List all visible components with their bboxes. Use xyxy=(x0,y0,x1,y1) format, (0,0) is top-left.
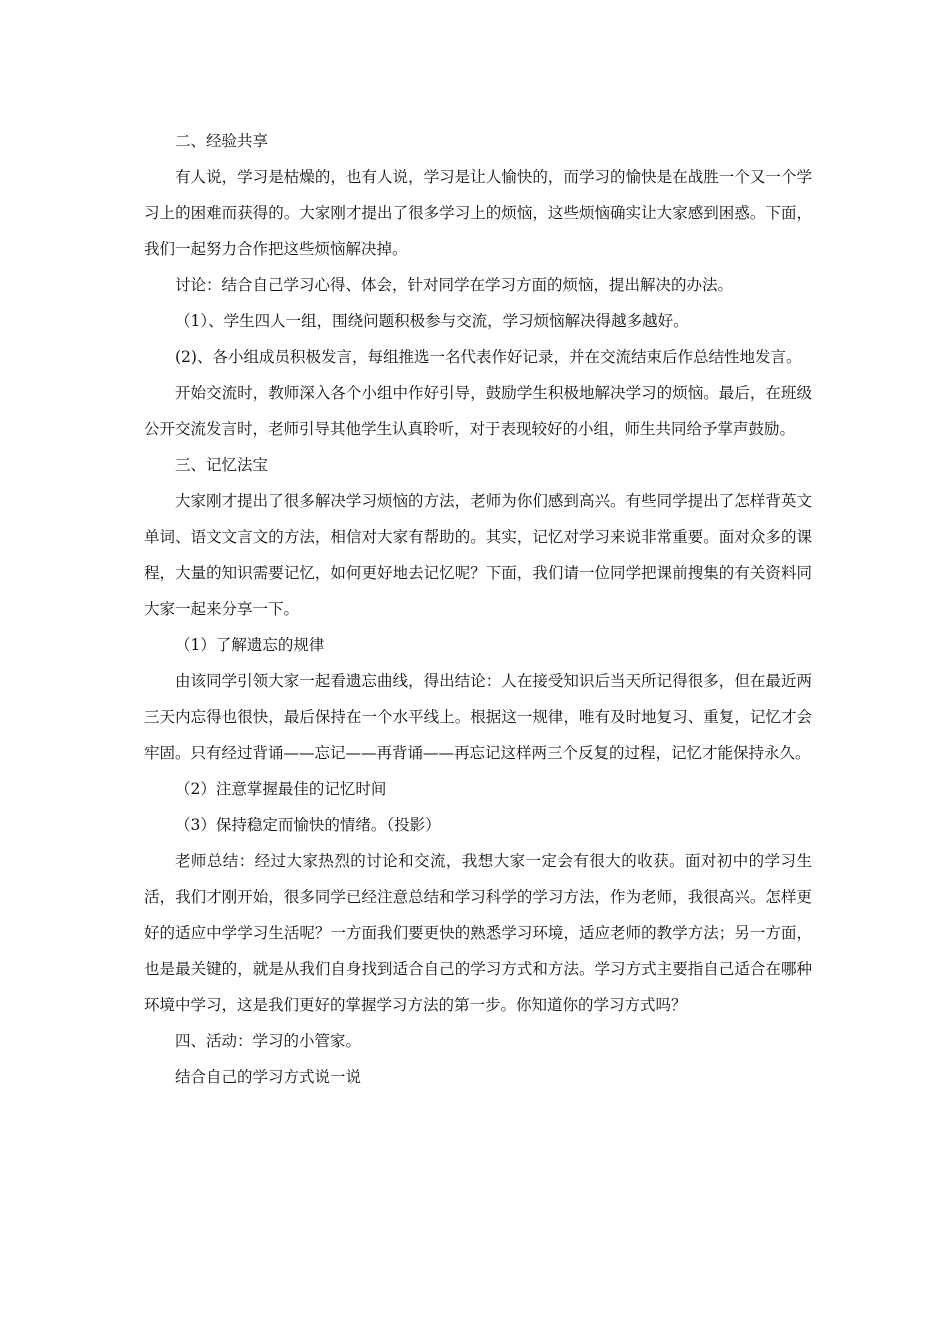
paragraph-activity-prompt: 结合自己的学习方式说一说 xyxy=(175,1068,362,1086)
section-heading-memory: 三、记忆法宝 xyxy=(175,456,269,474)
list-item-mood: （3）保持稳定而愉快的情绪。（投影） xyxy=(175,816,441,834)
paragraph-intro: 有人说，学习是枯燥的，也有人说，学习是让人愉快的，而学习的愉快是在战胜一个又一个学习上的困难而获得的。大家刚才提出了很多学习上的烦恼，这些烦恼确实让大家感到困惑。下面，我们一起努力合作把这些烦恼解决掉。 xyxy=(144,168,812,258)
paragraph-discussion: 讨论：结合自己学习心得、体会，针对同学在学习方面的烦恼，提出解决的办法。 xyxy=(175,276,734,294)
paragraph-memory-intro: 大家刚才提出了很多解决学习烦恼的方法，老师为你们感到高兴。有些同学提出了怎样背英文单词、语文文言文的方法，相信对大家有帮助的。其实，记忆对学习来说非常重要。面对众多的课程，大量的知识需要记忆，如何更好地去记忆呢？下面，我们请一位同学把课前搜集的有关资料同大家一起来分享一下。 xyxy=(144,492,812,618)
list-item-best-time: （2）注意掌握最佳的记忆时间 xyxy=(175,780,387,798)
list-item-1: （1）、学生四人一组，围绕问题积极参与交流，学习烦恼解决得越多越好。 xyxy=(175,312,689,330)
document-body xyxy=(144,123,812,1095)
section-heading-experience-sharing: 二、经验共享 xyxy=(175,132,269,150)
paragraph-teacher-summary: 老师总结：经过大家热烈的讨论和交流，我想大家一定会有很大的收获。面对初中的学习生活，我们才刚开始，很多同学已经注意总结和学习科学的学习方法，作为老师，我很高兴。怎样更好的适应中学学习生活呢？一方面我们要更快的熟悉学习环境，适应老师的教学方法；另一方面，也是最关键的，就是从我们自身找到适合自己的学习方式和方法。学习方式主要指自己适合在哪种环境中学习，这是我们更好的掌握学习方法的第一步。你知道你的学习方式吗？ xyxy=(144,852,812,1014)
paragraph-forgetting-curve: 由该同学引领大家一起看遗忘曲线，得出结论：人在接受知识后当天所记得很多，但在最近两三天内忘得也很快，最后保持在一个水平线上。根据这一规律，唯有及时地复习、重复，记忆才会牢固。只有经过背诵——忘记——再背诵——再忘记这样两三个反复的过程，记忆才能保持永久。 xyxy=(144,672,812,762)
list-item-forgetting: （1）了解遗忘的规律 xyxy=(175,636,325,654)
list-item-2: (2)、各小组成员积极发言，每组推选一名代表作好记录，并在交流结束后作总结性地发言。 xyxy=(175,348,802,366)
paragraph-exchange: 开始交流时，教师深入各个小组中作好引导，鼓励学生积极地解决学习的烦恼。最后，在班级公开交流发言时，老师引导其他学生认真聆听，对于表现较好的小组，师生共同给予掌声鼓励。 xyxy=(144,384,812,438)
section-heading-activity: 四、活动：学习的小管家。 xyxy=(175,1032,362,1050)
